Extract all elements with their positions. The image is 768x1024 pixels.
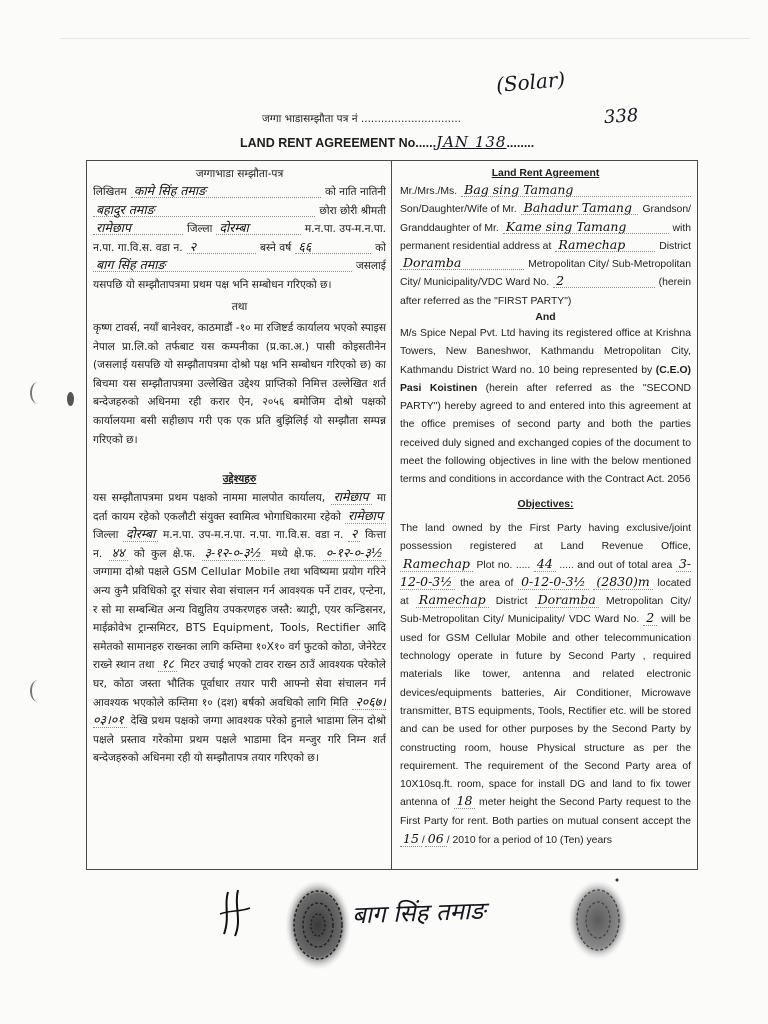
english-obj-ward-field: 2 — [643, 610, 657, 626]
nepali-obj-text: म.न.पा. उप-म.न.पा. न.पा. गा.वि.स. वडा न. — [162, 529, 344, 542]
first-party-signature: बाग सिंह तमाङ — [351, 896, 486, 930]
nepali-fp-text: जिल्ला — [187, 223, 213, 236]
nepali-age-field: ६६ — [295, 241, 371, 254]
english-heading: Land Rent Agreement — [491, 168, 600, 179]
date-line-text: / 2010 for a period of 10 (Ten) years — [446, 835, 612, 846]
nepali-fp-text: को — [375, 241, 386, 254]
nepali-obj-plot-field: ४४ — [109, 545, 128, 561]
punch-hole-mark-bottom — [30, 680, 46, 702]
english-fp-line-1 — [400, 183, 691, 201]
english-fp-line-5 — [400, 256, 691, 274]
english-sp-text: (herein after referred as the "SECOND PARTY") hereby agreed to and entered into this agreement at the office premises of second party and both the parties received duly signed and exchanged copies of the document to meet the following objectives in line with the below mentioned terms and conditions in accordance with the Contract Act. 2056 — [400, 382, 691, 486]
nepali-obj-total-area-field: ३-१२-०-३½ — [202, 545, 265, 561]
english-fp-text: after referred as the "FIRST PARTY") — [400, 295, 572, 307]
english-obj-text: the area of — [460, 577, 514, 589]
nepali-obj-municipality-field: दोरम्बा — [123, 526, 158, 542]
english-obj-text: meter height the Second Party request to the First Party for rent. Both parties on mutual consent accept the — [400, 797, 691, 827]
nepali-name-field: बाग सिंह तमाङ — [93, 259, 352, 272]
annotation-solar: (Solar) — [495, 67, 567, 97]
nepali-obj-text: देखि प्रथम पक्षको जग्गा आवश्यक परेको हुनाले भाडामा लिन दोश्रो पक्षले प्रस्ताव गरेकोमा प्रथम पक्षले भाडामा दिन मन्जुर गरि निम्न शर्त बन्देजहरुको अधिनमा रही यो सम्झौतापत्र तयार गरिएको छ। — [93, 715, 386, 765]
date-day-field: 15 — [400, 832, 422, 847]
english-fp-line-6 — [400, 274, 691, 292]
nepali-obj-district-field: रामेछाप — [345, 508, 386, 524]
nepali-fp-line-5 — [93, 257, 386, 276]
english-district-field: Ramechap — [555, 239, 655, 252]
nepali-obj-text: यस सम्झौतापत्रमा प्रथम पक्षको नाममा मालपोत कार्यालय, — [93, 492, 326, 504]
english-obj-municipality-field: Doramba — [535, 592, 599, 608]
agreement-table — [86, 160, 698, 870]
english-fp-text: permanent residential address at — [400, 240, 552, 252]
nepali-fp-text: यसपछि यो सम्झौतापत्रमा प्रथम पक्ष भनि सम्बोधन गरिएको छ। — [93, 278, 332, 291]
nepali-obj-tower-height-field: १८ — [158, 656, 177, 672]
nepali-obj-leased-area-field: ०-१२-०-३½ — [323, 545, 386, 561]
english-obj-leased-area-field: 0-12-0-3½ — [518, 574, 589, 590]
nepali-objectives-paragraph — [93, 489, 386, 849]
english-fp-text: Grandson/ — [642, 204, 691, 216]
english-title-leader-after: ........ — [506, 136, 535, 150]
nepali-obj-text: मध्ये क्षे.फ. — [271, 547, 317, 560]
nepali-fp-text: लिखितम — [93, 186, 127, 198]
english-and: And — [535, 312, 556, 323]
punch-hole-mark-top — [30, 382, 46, 404]
nepali-obj-text: जिल्ला — [93, 529, 119, 542]
english-obj-text: Plot no. ..... — [476, 559, 531, 571]
nepali-obj-text: मिटर उचाई भएको टावर राख्न ठाउँ आवश्यक परेकोले घर, कोठा जस्ता भौतिक पूर्वाधार तयार पारी आफ्नो सेवा संचालन गर्न आवश्यक भएकोले कम्तिमा १० (दश) बर्षको अवधिको लागि मिति — [93, 659, 386, 709]
english-obj-text: The land owned by the First Party having exclusive/joint possession registered at Land Revenue Office, — [400, 523, 691, 553]
english-obj-text: ..... and out of total area — [559, 559, 673, 571]
nepali-fp-text: न.पा. गा.वि.स. वडा न. — [93, 241, 183, 254]
english-fp-text: City/ Municipality/VDC Ward No. — [400, 277, 550, 289]
english-title-text: LAND RENT AGREEMENT No. — [240, 136, 419, 150]
nepali-fp-text: बस्ने वर्ष — [259, 241, 292, 254]
initials-mark — [220, 890, 250, 936]
nepali-obj-text: कित्ता न. — [93, 529, 386, 560]
agreement-number: JAN 138 — [436, 133, 507, 151]
english-second-party-paragraph — [400, 325, 691, 490]
nepali-heading: जग्गाभाडा सम्झौता-पत्र — [195, 168, 284, 180]
english-fp-text: Metropolitan City/ Sub-Metropolitan — [528, 259, 691, 271]
nepali-fp-text: म.न.पा. उप-म.न.पा. — [304, 223, 386, 236]
english-fp-line-2 — [400, 201, 691, 219]
nepali-fp-line-3 — [93, 220, 386, 239]
nepali-fp-line-4 — [93, 239, 386, 258]
english-fp-line-7 — [400, 293, 691, 311]
nepali-parent-field: बहादुर तमाङ — [93, 204, 315, 217]
nepali-title — [262, 112, 461, 126]
nepali-district-field: रामेछाप — [93, 222, 183, 235]
nepali-fp-line-1 — [93, 183, 386, 202]
english-fp-text: with — [672, 222, 691, 234]
english-obj-total-area-field: 3-12-0-3½ — [400, 555, 691, 589]
english-fp-text: Son/Daughter/Wife of Mr. — [400, 204, 517, 216]
english-fp-line-3 — [400, 220, 691, 238]
english-fp-text: (herein — [658, 277, 691, 289]
english-first-party — [400, 183, 691, 311]
nepali-fp-line-2 — [93, 202, 386, 221]
nepali-fp-line-6 — [93, 276, 386, 295]
english-sp-text: M/s Spice Nepal Pvt. Ltd having its registered office at Krishna Towers, New Baneshwor, Kathmandu Metropolitan City, Kathmandu District Ward no. 10 being represented by — [400, 328, 691, 376]
english-parent-field: Bahadur Tamang — [521, 202, 639, 215]
english-title — [240, 133, 534, 151]
english-obj-text: will be used for GSM Cellular Mobile and other telecommunication technology operate in future by Second Party , required materials like tower, antenna and related electronic devices/equipments batteries, Air Conditioner, Microwave transmitter, BTS equipments, Tools, Rectifier etc. will be stored and can be used for other purposes by the Second Party by constructing room, house Physical structure as per the requirement. The requirement of the Second Party area of 10X10sq.ft. room, space for install DG and land to fix tower antenna of — [400, 614, 691, 809]
english-fp-text: District — [659, 240, 691, 252]
english-obj-revenue-office-field: Ramechap — [400, 556, 473, 572]
nepali-obj-text: को कुल क्षे.फ. — [133, 547, 196, 560]
english-objectives-heading: Objectives: — [517, 499, 574, 510]
english-fp-text: Mr./Mrs./Ms. — [400, 186, 458, 197]
english-obj-area-sqm-field: (2830)m — [593, 574, 652, 590]
nepali-first-party — [93, 183, 386, 295]
english-obj-text: District — [495, 596, 528, 608]
nepali-fp-text: जसलाई — [355, 260, 386, 273]
nepali-obj-ward-field: २ — [348, 526, 361, 542]
nepali-column — [87, 161, 391, 869]
nepali-title-leader: .............................. — [360, 113, 462, 125]
nepali-fp-text: को नाति नातिनी — [324, 186, 386, 198]
english-grandparent-field: Kame sing Tamang — [503, 221, 669, 234]
annotation-number: 338 — [603, 104, 640, 129]
nepali-second-party-paragraph: कृष्ण टावर्स, नयाँ बानेश्वर, काठमाडौं -१० मा रजिष्टर्ड कार्यालय भएको स्पाइस नेपाल प्रा.लि.को तर्फबाट यस कम्पनीका (प्र.का.अ.) पासी कोइसतीनेन (जसलाई यसपछि यो सम्झौतापत्रमा दोश्रो पक्ष भनि सम्बोधन गरिएको छ) का बिचमा यस सम्झौतापत्रमा उल्लेखित उद्देश्य प्राप्तिको निमित्त उल्लेखित शर्त बन्देजहरुको अधिनमा रही करार ऐन, २०५६ बमोजिम दोश्रो पक्षको कार्यालयमा बसी सहीछाप गरी एक एक प्रति बुझिलिई यो सम्झौता सम्पन्न गरिएको छ। — [93, 322, 386, 446]
nepali-fp-text: छोरा छोरी श्रीमती — [319, 204, 386, 217]
nepali-title-text: जग्गा भाडासम्झौता पत्र नं — [262, 113, 358, 125]
nepali-obj-revenue-office-field: रामेछाप — [331, 489, 372, 505]
nepali-obj-start-date-field: २०६७।०३।०१ — [93, 693, 386, 728]
left-thumbprint — [285, 880, 351, 970]
date-separator: / — [421, 835, 425, 846]
scan-edge-line — [60, 38, 750, 39]
nepali-municipality-field: दोरम्बा — [216, 222, 301, 235]
english-municipality-field: Doramba — [400, 257, 524, 270]
english-obj-text: Metropolitan City/ Sub-Metropolitan City/ Municipality/ VDC Ward No. — [400, 596, 691, 626]
english-column — [391, 161, 697, 869]
date-month-field: 06 — [425, 832, 447, 847]
punch-blob-mark — [67, 392, 74, 406]
english-title-leader-before: ..... — [418, 136, 437, 150]
english-obj-tower-height-field: 18 — [454, 793, 476, 809]
english-name-field: Bag sing Tamang — [461, 184, 691, 197]
nepali-objectives-heading: उद्देश्यहरु — [222, 473, 257, 485]
right-thumbprint — [568, 880, 628, 960]
english-fp-line-4 — [400, 238, 691, 256]
english-fp-text: Granddaughter of Mr. — [400, 222, 499, 234]
nepali-ward-field: २ — [187, 241, 256, 254]
english-obj-plot-field: 44 — [534, 556, 556, 572]
english-sp-representative: (C.E.O) Pasi Koistinen — [400, 364, 691, 394]
nepali-and: तथा — [231, 301, 248, 313]
english-objectives-paragraph — [400, 520, 691, 832]
nepali-obj-text: जग्गामा दोश्रो पक्षले GSM Cellular Mobile तथा भविष्यमा प्रयोग गरिने अन्य कुनै प्रविधिको दूर संचार सेवा संचालन गर्न आवश्यक पर्ने टावर, एन्टेना, र सो मा सम्बन्धित अन्य विद्युतिय उपकरणहरु जस्तै: ब्याट्री, एयर कन्डिसनर, माईक्रोवेभ ट्रान्समिटर, BTS Equipment, Tools, Rectifier आदि समेतको सामानहरु राख्नका लागि कम्तिमा १०X१० वर्ग फुटको कोठा, जेनेरेटर राख्ने स्थान तथा — [93, 566, 386, 672]
nepali-grandparent-field: कामे सिंह तमाङ — [131, 185, 321, 198]
ink-dot — [616, 879, 619, 882]
english-date-line — [400, 832, 691, 851]
english-obj-text: located at — [400, 577, 691, 608]
english-ward-field: 2 — [553, 275, 654, 288]
nepali-obj-text: मा दर्ता कायम रहेको एकलौटी संयुक्त स्वामित्व भोगाधिकारमा रहेको — [93, 492, 386, 523]
english-obj-district-field: Ramechap — [416, 592, 489, 608]
